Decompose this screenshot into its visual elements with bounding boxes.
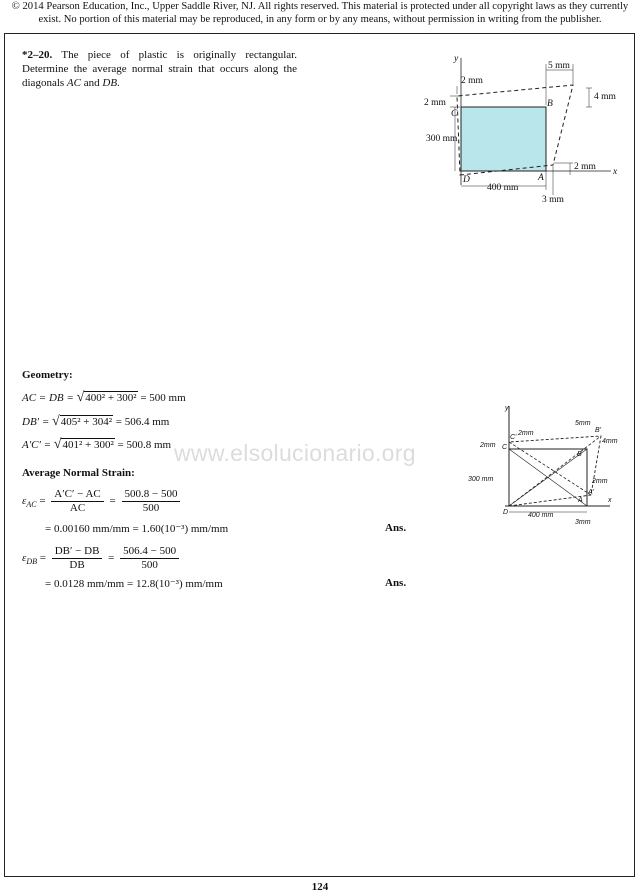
strain-heading: Average Normal Strain:: [22, 467, 135, 479]
sketch-b-prime: B': [595, 427, 602, 434]
answer-ac: Ans.: [385, 522, 407, 534]
problem-number: *2–20.: [22, 49, 53, 61]
sketch-c: C: [502, 444, 508, 451]
sketch-x: x: [608, 497, 612, 504]
strain-db-equation: $\varepsilon_{DB}$ = $\frac{DB' - DB}{DB}$ = $\frac{506.4 - 500}{500}$: [22, 545, 182, 572]
point-c: C: [451, 109, 458, 119]
dim-3mm: 3 mm: [542, 195, 564, 205]
page-number: 124: [311, 881, 329, 893]
point-b: B: [547, 99, 553, 109]
strain-ac-result: = 0.00160 mm/mm = 1.60(10⁻³) mm/mm: [45, 523, 229, 535]
axis-y-label: y: [454, 54, 459, 64]
sketch-5mm: 5mm: [575, 420, 591, 427]
sketch-2mm-top: 2mm: [518, 430, 534, 437]
point-a: A: [538, 173, 544, 183]
problem-figure: [416, 50, 626, 210]
sketch-4mm: 4mm: [602, 438, 618, 445]
watermark: www.elsolucionario.org: [174, 440, 416, 466]
dim-5mm: 5 mm: [548, 61, 570, 71]
dim-2mm-top: 2 mm: [461, 76, 483, 86]
diagonal-db: DB: [102, 77, 118, 89]
sketch-a: A: [578, 497, 583, 504]
sketch-y: y: [505, 405, 509, 412]
copyright-notice: © 2014 Pearson Education, Inc., Upper Saddle River, NJ. All rights reserved. This material is protected under all copyright laws as they currently exist. No portion of this material may be reproduced, in any form or by any means, without permission in writing from the publisher.: [11, 1, 629, 25]
dim-4mm: 4 mm: [594, 92, 616, 102]
sketch-300mm: 300 mm: [468, 476, 494, 483]
sketch-400mm: 400 mm: [528, 512, 554, 519]
diagonal-ac: AC: [66, 77, 81, 89]
hand-sketch: [465, 402, 618, 527]
dim-2mm-left: 2 mm: [424, 98, 446, 108]
axis-x-label: x: [613, 167, 618, 177]
problem-text: The piece of plastic is originally rectangular. Determine the average normal strain that occurs along the diagonals: [22, 49, 297, 89]
original-plate: [461, 107, 546, 171]
strain-db-result: = 0.0128 mm/mm = 12.8(10⁻³) mm/mm: [45, 578, 223, 590]
sketch-2mm-right: 2mm: [592, 478, 608, 485]
equation-ac-db: AC = DB = √400² + 300² = 500 mm: [22, 390, 186, 405]
sketch-c-prime: C': [510, 434, 517, 441]
sketch-3mm: 3mm: [575, 519, 591, 526]
dim-300mm: 300 mm: [426, 134, 458, 144]
point-d: D: [463, 175, 470, 185]
dim-400mm: 400 mm: [487, 183, 519, 193]
problem-period: .: [117, 77, 120, 89]
sketch-a-prime: A': [588, 489, 595, 496]
sketch-d: D: [503, 509, 509, 516]
equation-ac-prime: A′C′ = √401² + 300² = 500.8 mm: [22, 437, 172, 452]
sketch-b: B: [577, 451, 582, 458]
answer-db: Ans.: [385, 577, 407, 589]
equation-db-prime: DB′ = √405² + 304² = 506.4 mm: [22, 414, 170, 429]
problem-and: and: [80, 77, 103, 89]
sketch-2mm-left: 2mm: [480, 442, 496, 449]
strain-ac-equation: $\varepsilon_{AC}$ = $\frac{A'C' - AC}{AC}$ = $\frac{500.8 - 500}{500}$: [22, 488, 183, 515]
dim-2mm-right: 2 mm: [574, 162, 596, 172]
problem-statement: [22, 48, 297, 90]
geometry-heading: Geometry:: [22, 369, 73, 381]
